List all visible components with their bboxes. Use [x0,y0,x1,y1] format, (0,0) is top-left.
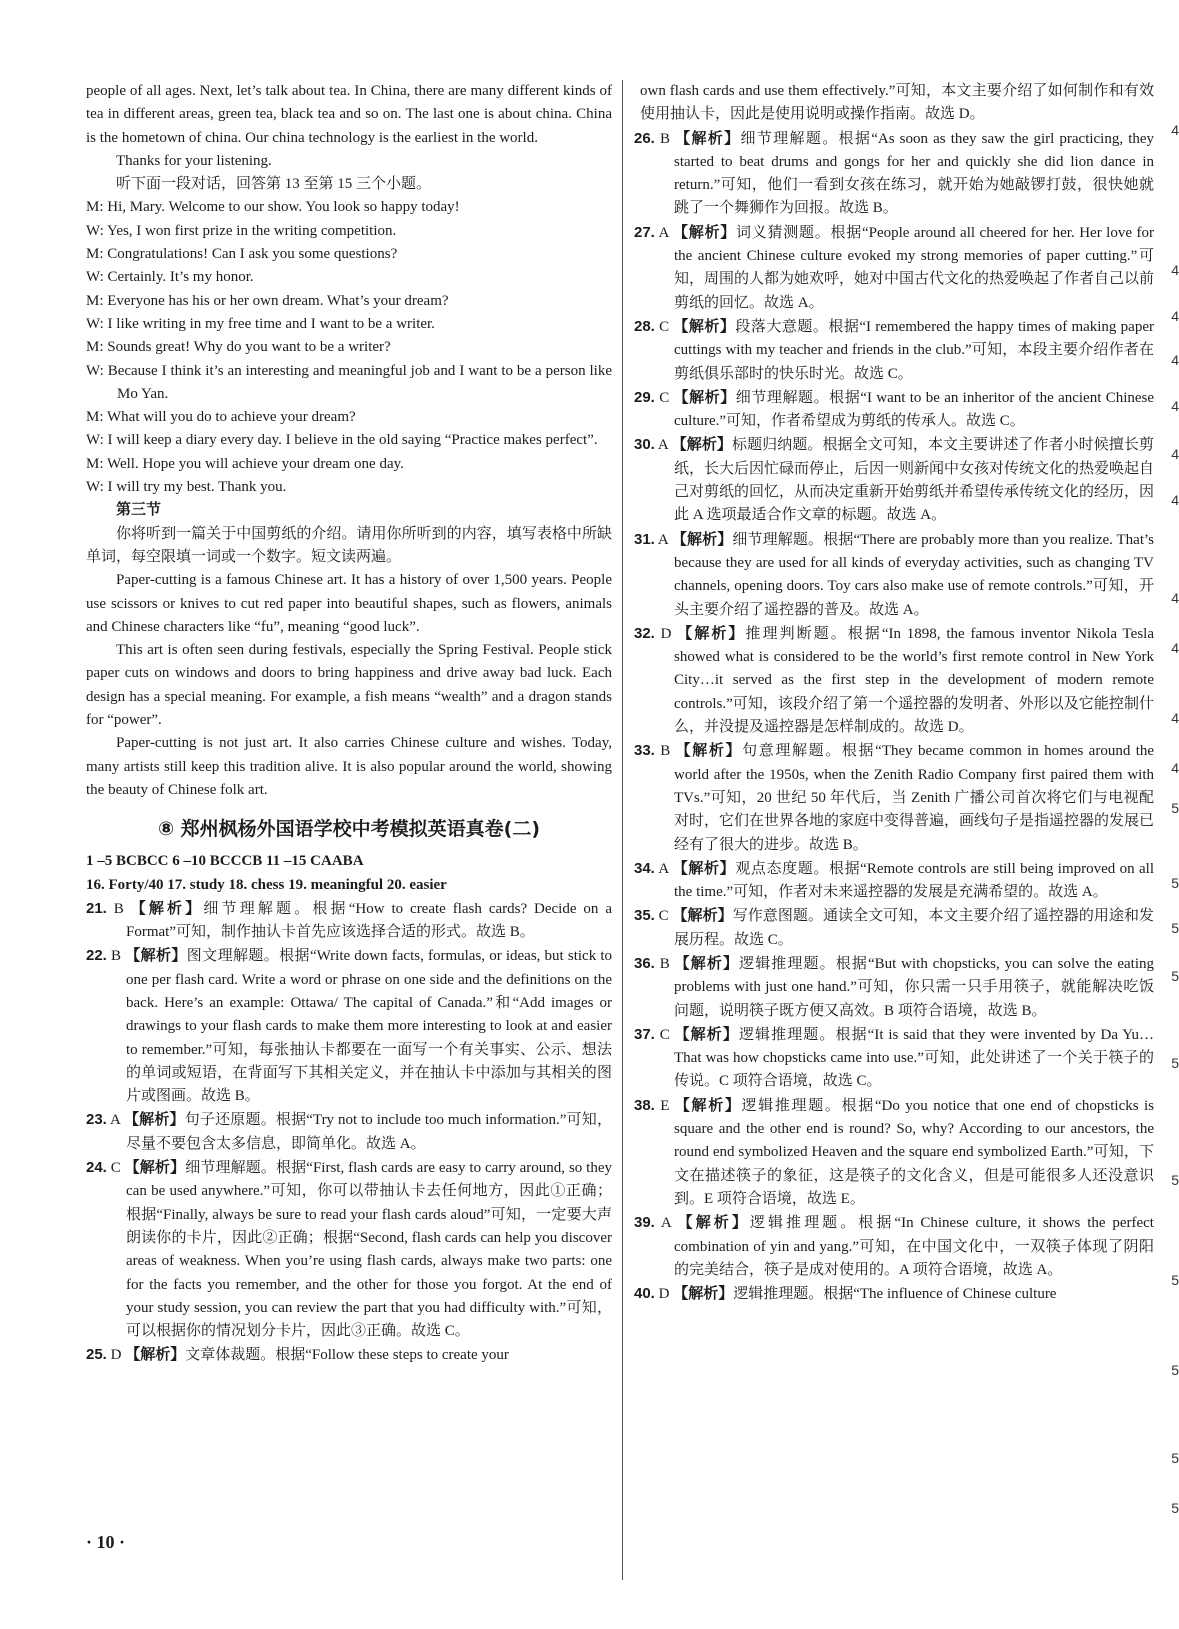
answer-explanation: 21. B 【解析】细节理解题。根据“How to create flash cards? Decide on a Format”可知，制作抽认卡首先应该选择合适的形式。故选 B。 [86,899,612,941]
margin-mark: 4 [1171,122,1179,138]
exam-title: ⑧ 郑州枫杨外国语学校中考模拟英语真卷(二) [157,818,541,841]
margin-mark: 4 [1171,492,1179,508]
answer-explanation: 29. C 【解析】细节理解题。根据“I want to be an inheritor of the ancient Chinese culture.”可知，作者希望成为剪纸的传承人。故选 C。 [634,388,1155,430]
dialogue-line: M: What will you do to achieve your dream? [86,409,356,426]
paper-cutting-paragraph: Paper-cutting is a famous Chinese art. It has a history of over 1,500 years. People use scissors or knives to cut red paper into beautiful shapes, such as flowers, animals and Chinese characters like “fu”, meaning “good luck”. [86,572,612,635]
answer-explanation: 30. A 【解析】标题归纳题。根据全文可知，本文主要讲述了作者小时候擅长剪纸，长大后因忙碌而停止，后因一则新闻中女孩对传统文化的热爱唤起自己对剪纸的回忆，从而决定重新开始剪纸并希望传承传统文化的经历，因此 A 选项最适合作文章的标题。故选 A。 [634,436,1155,524]
answer-explanation: 40. D 【解析】逻辑推理题。根据“The influence of Chinese culture [634,1285,1057,1303]
dialogue-line: M: Sounds great! Why do you want to be a writer? [86,339,391,356]
dialogue-line: M: Hi, Mary. Welcome to our show. You look so happy today! [86,199,460,216]
answer-explanation: 33. B 【解析】句意理解题。根据“They became common in homes around the world after the 1950s, when the Zenith Radio Company first paired them with TVs.”可知，20 世纪 50 年代后，当 Zenith 广播公司首次将它们与电视配对时，它们在世界各地的家庭中变得普遍，画线句子是指遥控器的发展已经有了很大的进步。故选 B。 [634,742,1155,853]
margin-mark: 5 [1171,1362,1179,1378]
margin-mark: 4 [1171,308,1179,324]
answer-explanation: 38. E 【解析】逻辑推理题。根据“Do you notice that one end of chopsticks is square and the other end is round? So, why? According to our ancestors, the round end symbolized Heaven and the square end symbolized Earth.”可知，下文在描述筷子的象征，这是筷子的文化含义，但是可能很多人还没意识到。E 项符合语境，故选 E。 [634,1096,1154,1207]
paper-cutting-paragraph: This art is often seen during festivals, especially the Spring Festival. People stick paper cuts on windows and doors to bring happiness and drive away bad luck. Each design has a special meaning. For example, a fish means “wealth” and a dragon stands for “power”. [86,642,612,729]
margin-mark: 5 [1171,1450,1179,1466]
dialogue-line: W: I will keep a diary every day. I believe in the old saying “Practice makes perfect”. [86,432,598,449]
answer-explanation: 32. D 【解析】推理判断题。根据“In 1898, the famous inventor Nikola Tesla showed what is considered to be the world’s first remote control in New York City…it served as the first step in the development of modern remote controls.”可知，该段介绍了第一个遥控器的发明者、外形以及它能控制什么，并没提及遥控器是怎样制成的。故选 D。 [634,624,1154,736]
margin-mark: 4 [1171,640,1179,656]
margin-mark: 4 [1171,590,1179,606]
answer-explanation: 23. A 【解析】句子还原题。根据“Try not to include too much information.”可知，尽量不要包含太多信息，即简单化。故选 A。 [86,1111,612,1152]
dialogue-line: M: Everyone has his or her own dream. What’s your dream? [86,292,449,309]
dialogue-line: M: Well. Hope you will achieve your dream one day. [86,455,404,472]
margin-mark: 5 [1171,875,1179,891]
listening-script-text: people of all ages. Next, let’s talk about tea. In China, there are many different kinds of tea in different areas, green tea, black tea and so on. The last one is about china. China is the hometown of china. Our china technology is the earliest in the world. [86,83,612,146]
right-column [634,80,1154,1306]
answer-explanation: 34. A 【解析】观点态度题。根据“Remote controls are still being improved on all the time.”可知，作者对未来遥控器的发展是充满希望的。故选 A。 [634,859,1154,901]
answer-explanation: 37. C 【解析】逻辑推理题。根据“It is said that they were invented by Da Yu…That was how chopsticks came into use.”可知，此处讲述了一个关于筷子的传说。C 项符合语境，故选 C。 [634,1025,1154,1090]
dialogue-line: W: I like writing in my free time and I want to be a writer. [86,315,435,332]
closing-line: Thanks for your listening. [116,152,272,169]
answer-keys-1-15: 1 –5 BCBCC 6 –10 BCCCB 11 –15 CAABA [86,853,364,870]
left-column [86,80,612,1368]
answer-explanation: 36. B 【解析】逻辑推理题。根据“But with chopsticks, you can solve the eating problems with just one hand.”可知，你只需一只手用筷子，就能解决吃饭问题，说明筷子既方便又高效。B 项符合语境，故选 B。 [634,954,1155,1019]
margin-mark: 5 [1171,1172,1179,1188]
answer-explanation: 39. A 【解析】逻辑推理题。根据“In Chinese culture, it shows the perfect combination of yin and yang.”可知，在中国文化中，一双筷子体现了阴阳的完美结合，筷子是成对使用的。A 项符合语境，故选 A。 [634,1214,1154,1278]
answer-explanation: 22. B 【解析】图文理解题。根据“Write down facts, formulas, or ideas, but stick to one per flash card. Write a word or phrase on one side and the definitions on the back. Here’s an example: Ottawa/ The capital of Canada.”和“Add images or drawings to your flash cards to make them more interesting to look at and easier to remember.”可知，每张抽认卡都要在一面写一个有关事实、公示、想法的单词或短语，在背面写下其相关定义，并在抽认卡中添加与其相关的图片或图画。故选 B。 [86,947,613,1105]
margin-mark: 4 [1171,352,1179,368]
answer-explanation: 25. D 【解析】文章体裁题。根据“Follow these steps to create your [86,1346,509,1364]
answer-explanation: 28. C 【解析】段落大意题。根据“I remembered the happy times of making paper cuttings with my teacher and friends in the club.”可知，本段主要介绍作者在剪纸俱乐部时的快乐时光。故选 C。 [634,317,1154,382]
section-3-heading: 第三节 [116,502,162,519]
column-divider [622,80,623,1580]
page-number: · 10 · [86,1532,126,1552]
answer-explanation: 26. B 【解析】细节理解题。根据“As soon as they saw the girl practicing, they started to beat drums and gongs for her and quickly she did lion dance in return.”可知，他们一看到女孩在练习，就开始为她敲锣打鼓，很快她就跳了一个舞狮作为回报。故选 B。 [634,129,1155,217]
margin-mark: 4 [1171,760,1179,776]
answer-explanation: 24. C 【解析】细节理解题。根据“First, flash cards are easy to carry around, so they can be used anywhere.”可知，你可以带抽认卡去任何地方，因此①正确；根据“Finally, always be sure to read your flash cards aloud”可知，一定要大声朗读你的卡片，因此②正确；根据“Second, flash cards can help you discover areas of weakness. When you’re using flash cards, always make two parts: one for the facts you remember, and the other for those you forgot. At the end of your study session, you can review the part that you had difficulty with.”可知，可以根据你的情况划分卡片，因此③正确。故选 C。 [86,1159,612,1340]
margin-mark: 4 [1171,446,1179,462]
paper-cutting-paragraph: Paper-cutting is not just art. It also carries Chinese culture and wishes. Today, many artists still keep this tradition alive. It is also popular around the world, showing the beauty of Chinese folk art. [86,735,612,798]
dialogue-line: W: Yes, I won first prize in the writing competition. [86,222,397,239]
dialogue-line: W: Because I think it’s an interesting and meaningful job and I want to be a person like Mo Yan. [86,362,612,402]
margin-mark: 5 [1171,1055,1179,1071]
dialogue [86,196,612,499]
margin-mark: 5 [1171,968,1179,984]
answer-keys-16-20: 16. Forty/40 17. study 18. chess 19. meaningful 20. easier [86,876,447,893]
margin-mark: 4 [1171,710,1179,726]
margin-mark: 5 [1171,920,1179,936]
margin-mark: 5 [1171,800,1179,816]
answer-25-continuation: own flash cards and use them effectively.”可知，本文主要介绍了如何制作和有效使用抽认卡，因此是使用说明或操作指南。故选 D。 [640,83,1154,123]
answer-explanation: 31. A 【解析】细节理解题。根据“There are probably more than you realize. That’s because they are used for all kinds of everyday activities, such as changing TV channels, opening doors. Toy cars also make use of remote controls.”可知，开头主要介绍了遥控器的普及。故选 A。 [634,530,1154,618]
margin-mark: 4 [1171,262,1179,278]
answer-explanation: 35. C 【解析】写作意图题。通读全文可知，本文主要介绍了遥控器的用途和发展历程。故选 C。 [634,907,1155,948]
section-3-instruction: 你将听到一篇关于中国剪纸的介绍。请用你所听到的内容，填写表格中所缺单词，每空限填一词或一个数字。短文读两遍。 [86,525,612,565]
answer-explanation: 27. A 【解析】词义猜测题。根据“People around all cheered for her. Her love for the ancient Chinese culture evoked my strong memories of paper cutting.”可知，周围的人都为她欢呼，她对中国古代文化的热爱唤起了作者自己以前剪纸的回忆。故选 A。 [634,223,1155,311]
dialogue-line: W: Certainly. It’s my honor. [86,269,254,286]
dialogue-line: W: I will try my best. Thank you. [86,479,287,496]
margin-mark: 5 [1171,1500,1179,1516]
margin-mark: 5 [1171,1272,1179,1288]
dialogue-instruction: 听下面一段对话，回答第 13 至第 15 三个小题。 [116,176,432,193]
dialogue-line: M: Congratulations! Can I ask you some questions? [86,246,398,263]
margin-mark: 4 [1171,398,1179,414]
